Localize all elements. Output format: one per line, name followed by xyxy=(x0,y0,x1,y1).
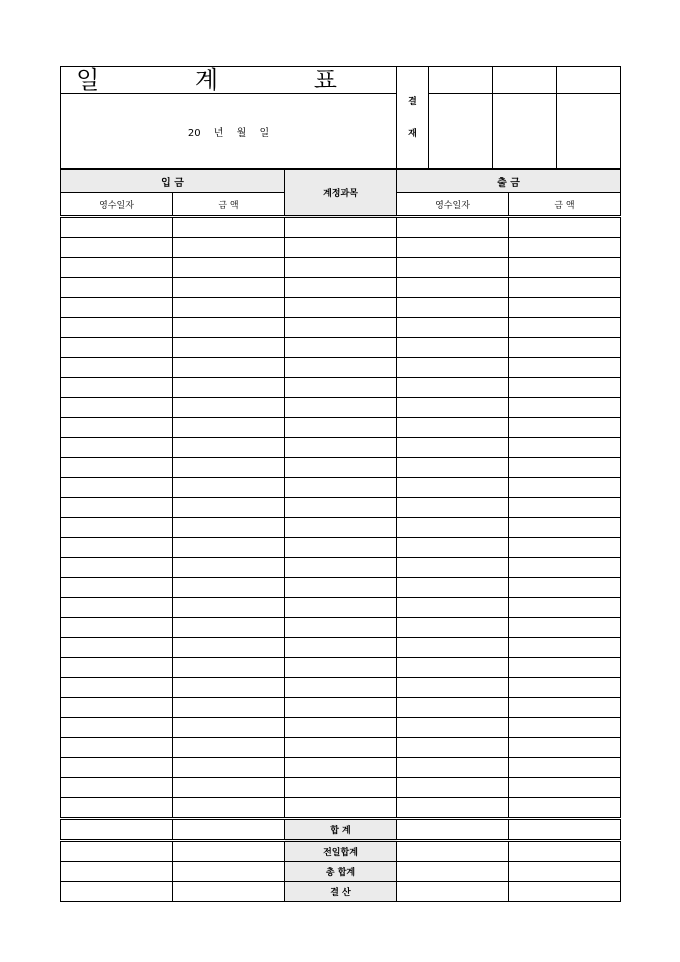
ledger-row xyxy=(61,798,621,819)
expense-amount-cell[interactable] xyxy=(509,798,621,819)
income-amount-cell[interactable] xyxy=(173,278,285,298)
expense-amount-cell[interactable] xyxy=(509,438,621,458)
expense-amount-cell[interactable] xyxy=(509,278,621,298)
income-date-cell[interactable] xyxy=(61,638,173,658)
ledger-row xyxy=(61,258,621,278)
income-date-header: 영수일자 xyxy=(61,193,173,217)
income-amount-cell[interactable] xyxy=(173,338,285,358)
income-amount-cell[interactable] xyxy=(173,738,285,758)
ledger-row xyxy=(61,638,621,658)
income-date-cell[interactable] xyxy=(61,758,173,778)
income-amount-cell[interactable] xyxy=(173,718,285,738)
income-amount-cell[interactable] xyxy=(173,438,285,458)
income-date-cell[interactable] xyxy=(61,618,173,638)
account-item-cell[interactable] xyxy=(285,578,397,598)
income-amount-cell[interactable] xyxy=(173,578,285,598)
expense-amount-cell[interactable] xyxy=(509,738,621,758)
expense-amount-cell[interactable] xyxy=(509,398,621,418)
income-date-cell[interactable] xyxy=(61,678,173,698)
income-date-cell[interactable] xyxy=(61,538,173,558)
income-amount-cell[interactable] xyxy=(173,538,285,558)
ledger-row xyxy=(61,378,621,398)
expense-amount-cell[interactable] xyxy=(509,638,621,658)
income-date-cell[interactable] xyxy=(61,778,173,798)
account-item-cell[interactable] xyxy=(285,217,397,238)
approval-label-bottom: 재 xyxy=(408,128,417,139)
expense-amount-cell[interactable] xyxy=(509,318,621,338)
income-amount-cell[interactable] xyxy=(173,298,285,318)
expense-amount-header: 금 액 xyxy=(509,193,621,217)
income-date-cell[interactable] xyxy=(61,217,173,238)
expense-amount-cell[interactable] xyxy=(509,578,621,598)
approval-label xyxy=(397,67,429,169)
account-item-cell[interactable] xyxy=(285,738,397,758)
approval-slot-3-title[interactable] xyxy=(557,67,621,94)
expense-date-cell[interactable] xyxy=(397,658,509,678)
income-date-cell[interactable] xyxy=(61,458,173,478)
expense-date-header: 영수일자 xyxy=(397,193,509,217)
account-item-cell[interactable] xyxy=(285,778,397,798)
previous-balance-expense-amount[interactable] xyxy=(509,841,621,862)
expense-date-cell[interactable] xyxy=(397,298,509,318)
income-amount-header: 금 액 xyxy=(173,193,285,217)
income-date-cell[interactable] xyxy=(61,438,173,458)
settlement-income-amount[interactable] xyxy=(173,882,285,902)
income-amount-cell[interactable] xyxy=(173,478,285,498)
ledger-row xyxy=(61,318,621,338)
income-amount-cell[interactable] xyxy=(173,758,285,778)
ledger-body xyxy=(61,217,621,819)
ledger-row xyxy=(61,358,621,378)
account-item-cell[interactable] xyxy=(285,298,397,318)
ledger-row xyxy=(61,678,621,698)
income-amount-cell[interactable] xyxy=(173,378,285,398)
expense-amount-cell[interactable] xyxy=(509,718,621,738)
expense-amount-cell[interactable] xyxy=(509,758,621,778)
expense-amount-cell[interactable] xyxy=(509,298,621,318)
expense-date-cell[interactable] xyxy=(397,378,509,398)
settlement-income-date[interactable] xyxy=(61,882,173,902)
ledger-row xyxy=(61,238,621,258)
income-date-cell[interactable] xyxy=(61,718,173,738)
ledger-row xyxy=(61,578,621,598)
income-amount-cell[interactable] xyxy=(173,778,285,798)
account-item-cell[interactable] xyxy=(285,238,397,258)
ledger-row xyxy=(61,498,621,518)
income-date-cell[interactable] xyxy=(61,338,173,358)
income-amount-cell[interactable] xyxy=(173,598,285,618)
ledger-row xyxy=(61,278,621,298)
approval-slot-1-title[interactable] xyxy=(429,67,493,94)
date-line[interactable]: 20 년 월 일 xyxy=(61,94,397,169)
ledger-row xyxy=(61,778,621,798)
income-amount-cell[interactable] xyxy=(173,217,285,238)
expense-date-cell[interactable] xyxy=(397,738,509,758)
expense-date-cell[interactable] xyxy=(397,798,509,819)
income-amount-cell[interactable] xyxy=(173,238,285,258)
approval-label-top: 결 xyxy=(408,96,417,107)
expense-amount-cell[interactable] xyxy=(509,658,621,678)
income-amount-cell[interactable] xyxy=(173,418,285,438)
expense-date-cell[interactable] xyxy=(397,217,509,238)
income-amount-cell[interactable] xyxy=(173,698,285,718)
expense-date-cell[interactable] xyxy=(397,518,509,538)
account-item-cell[interactable] xyxy=(285,678,397,698)
ledger-row xyxy=(61,458,621,478)
ledger-row xyxy=(61,478,621,498)
page-title: 일 계 표 xyxy=(61,67,397,94)
expense-amount-cell[interactable] xyxy=(509,518,621,538)
account-item-cell[interactable] xyxy=(285,478,397,498)
account-item-cell[interactable] xyxy=(285,618,397,638)
approval-slot-2-sign[interactable] xyxy=(493,94,557,169)
income-amount-cell[interactable] xyxy=(173,658,285,678)
income-date-cell[interactable] xyxy=(61,258,173,278)
settlement-label: 결 산 xyxy=(285,882,397,902)
account-item-cell[interactable] xyxy=(285,798,397,819)
expense-amount-cell[interactable] xyxy=(509,458,621,478)
income-amount-cell[interactable] xyxy=(173,358,285,378)
account-item-cell[interactable] xyxy=(285,598,397,618)
income-date-cell[interactable] xyxy=(61,598,173,618)
approval-slot-1-sign[interactable] xyxy=(429,94,493,169)
expense-amount-cell[interactable] xyxy=(509,598,621,618)
expense-date-cell[interactable] xyxy=(397,478,509,498)
income-date-cell[interactable] xyxy=(61,558,173,578)
expense-amount-cell[interactable] xyxy=(509,238,621,258)
account-item-cell[interactable] xyxy=(285,438,397,458)
expense-date-cell[interactable] xyxy=(397,438,509,458)
expense-date-cell[interactable] xyxy=(397,358,509,378)
income-date-cell[interactable] xyxy=(61,738,173,758)
expense-amount-cell[interactable] xyxy=(509,618,621,638)
expense-amount-cell[interactable] xyxy=(509,418,621,438)
ledger-row xyxy=(61,698,621,718)
income-date-cell[interactable] xyxy=(61,378,173,398)
expense-amount-cell[interactable] xyxy=(509,698,621,718)
expense-amount-cell[interactable] xyxy=(509,538,621,558)
account-item-cell[interactable] xyxy=(285,518,397,538)
account-item-cell[interactable] xyxy=(285,698,397,718)
expense-date-cell[interactable] xyxy=(397,258,509,278)
expense-date-cell[interactable] xyxy=(397,698,509,718)
account-item-cell[interactable] xyxy=(285,418,397,438)
income-date-cell[interactable] xyxy=(61,318,173,338)
expense-date-cell[interactable] xyxy=(397,558,509,578)
income-amount-cell[interactable] xyxy=(173,638,285,658)
expense-amount-cell[interactable] xyxy=(509,498,621,518)
account-item-cell[interactable] xyxy=(285,658,397,678)
expense-date-cell[interactable] xyxy=(397,618,509,638)
income-date-cell[interactable] xyxy=(61,798,173,819)
approval-slot-3-sign[interactable] xyxy=(557,94,621,169)
expense-amount-cell[interactable] xyxy=(509,378,621,398)
ledger-row xyxy=(61,217,621,238)
expense-date-cell[interactable] xyxy=(397,778,509,798)
account-item-cell[interactable] xyxy=(285,538,397,558)
account-item-cell[interactable] xyxy=(285,378,397,398)
ledger-row xyxy=(61,538,621,558)
ledger-row xyxy=(61,618,621,638)
income-amount-cell[interactable] xyxy=(173,398,285,418)
expense-amount-cell[interactable] xyxy=(509,558,621,578)
subtotal-label: 합 계 xyxy=(285,819,397,841)
income-amount-cell[interactable] xyxy=(173,618,285,638)
income-amount-cell[interactable] xyxy=(173,558,285,578)
income-amount-cell[interactable] xyxy=(173,518,285,538)
income-date-cell[interactable] xyxy=(61,518,173,538)
expense-date-cell[interactable] xyxy=(397,538,509,558)
expense-amount-cell[interactable] xyxy=(509,358,621,378)
previous-balance-income-date[interactable] xyxy=(61,841,173,862)
grand-total-income-amount[interactable] xyxy=(173,862,285,882)
account-item-cell[interactable] xyxy=(285,278,397,298)
account-item-cell[interactable] xyxy=(285,718,397,738)
account-item-cell[interactable] xyxy=(285,318,397,338)
ledger-row xyxy=(61,398,621,418)
account-item-cell[interactable] xyxy=(285,498,397,518)
ledger-row xyxy=(61,658,621,678)
settlement-expense-date[interactable] xyxy=(397,882,509,902)
account-item-cell[interactable] xyxy=(285,758,397,778)
account-item-header: 계정과목 xyxy=(285,170,397,217)
expense-date-cell[interactable] xyxy=(397,498,509,518)
income-date-cell[interactable] xyxy=(61,278,173,298)
account-item-cell[interactable] xyxy=(285,258,397,278)
expense-amount-cell[interactable] xyxy=(509,338,621,358)
previous-balance-expense-date[interactable] xyxy=(397,841,509,862)
grand-total-expense-date[interactable] xyxy=(397,862,509,882)
ledger-row xyxy=(61,558,621,578)
ledger-table xyxy=(60,169,621,902)
income-date-cell[interactable] xyxy=(61,578,173,598)
income-date-cell[interactable] xyxy=(61,658,173,678)
income-amount-cell[interactable] xyxy=(173,258,285,278)
expense-date-cell[interactable] xyxy=(397,318,509,338)
income-amount-cell[interactable] xyxy=(173,318,285,338)
expense-date-cell[interactable] xyxy=(397,718,509,738)
expense-date-cell[interactable] xyxy=(397,678,509,698)
expense-group-header: 출 금 xyxy=(397,170,621,193)
ledger-sheet xyxy=(60,66,620,902)
income-date-cell[interactable] xyxy=(61,398,173,418)
approval-slot-2-title[interactable] xyxy=(493,67,557,94)
income-date-cell[interactable] xyxy=(61,418,173,438)
expense-date-cell[interactable] xyxy=(397,278,509,298)
grand-total-expense-amount[interactable] xyxy=(509,862,621,882)
income-date-cell[interactable] xyxy=(61,358,173,378)
income-date-cell[interactable] xyxy=(61,298,173,318)
ledger-row xyxy=(61,598,621,618)
income-date-cell[interactable] xyxy=(61,238,173,258)
ledger-row xyxy=(61,298,621,318)
expense-amount-cell[interactable] xyxy=(509,478,621,498)
account-item-cell[interactable] xyxy=(285,638,397,658)
ledger-row xyxy=(61,758,621,778)
settlement-expense-amount[interactable] xyxy=(509,882,621,902)
expense-date-cell[interactable] xyxy=(397,578,509,598)
expense-date-cell[interactable] xyxy=(397,238,509,258)
expense-date-cell[interactable] xyxy=(397,638,509,658)
income-amount-cell[interactable] xyxy=(173,798,285,819)
account-item-cell[interactable] xyxy=(285,558,397,578)
account-item-cell[interactable] xyxy=(285,398,397,418)
account-item-cell[interactable] xyxy=(285,458,397,478)
ledger-row xyxy=(61,338,621,358)
ledger-row xyxy=(61,418,621,438)
expense-amount-cell[interactable] xyxy=(509,217,621,238)
expense-amount-cell[interactable] xyxy=(509,258,621,278)
account-item-cell[interactable] xyxy=(285,338,397,358)
account-item-cell[interactable] xyxy=(285,358,397,378)
income-amount-cell[interactable] xyxy=(173,458,285,478)
income-date-cell[interactable] xyxy=(61,698,173,718)
expense-date-cell[interactable] xyxy=(397,458,509,478)
subtotal-expense-date[interactable] xyxy=(397,819,509,841)
ledger-row xyxy=(61,718,621,738)
grand-total-income-date[interactable] xyxy=(61,862,173,882)
income-date-cell[interactable] xyxy=(61,478,173,498)
income-amount-cell[interactable] xyxy=(173,678,285,698)
income-group-header: 입 금 xyxy=(61,170,285,193)
expense-date-cell[interactable] xyxy=(397,758,509,778)
expense-date-cell[interactable] xyxy=(397,418,509,438)
expense-date-cell[interactable] xyxy=(397,598,509,618)
previous-balance-label: 전일합계 xyxy=(285,841,397,862)
expense-date-cell[interactable] xyxy=(397,338,509,358)
grand-total-label: 총 합계 xyxy=(285,862,397,882)
previous-balance-income-amount[interactable] xyxy=(173,841,285,862)
subtotal-income-date[interactable] xyxy=(61,819,173,841)
subtotal-income-amount[interactable] xyxy=(173,819,285,841)
expense-amount-cell[interactable] xyxy=(509,678,621,698)
ledger-row xyxy=(61,738,621,758)
subtotal-expense-amount[interactable] xyxy=(509,819,621,841)
ledger-row xyxy=(61,518,621,538)
income-amount-cell[interactable] xyxy=(173,498,285,518)
income-date-cell[interactable] xyxy=(61,498,173,518)
expense-amount-cell[interactable] xyxy=(509,778,621,798)
header-table xyxy=(60,66,621,169)
ledger-row xyxy=(61,438,621,458)
expense-date-cell[interactable] xyxy=(397,398,509,418)
